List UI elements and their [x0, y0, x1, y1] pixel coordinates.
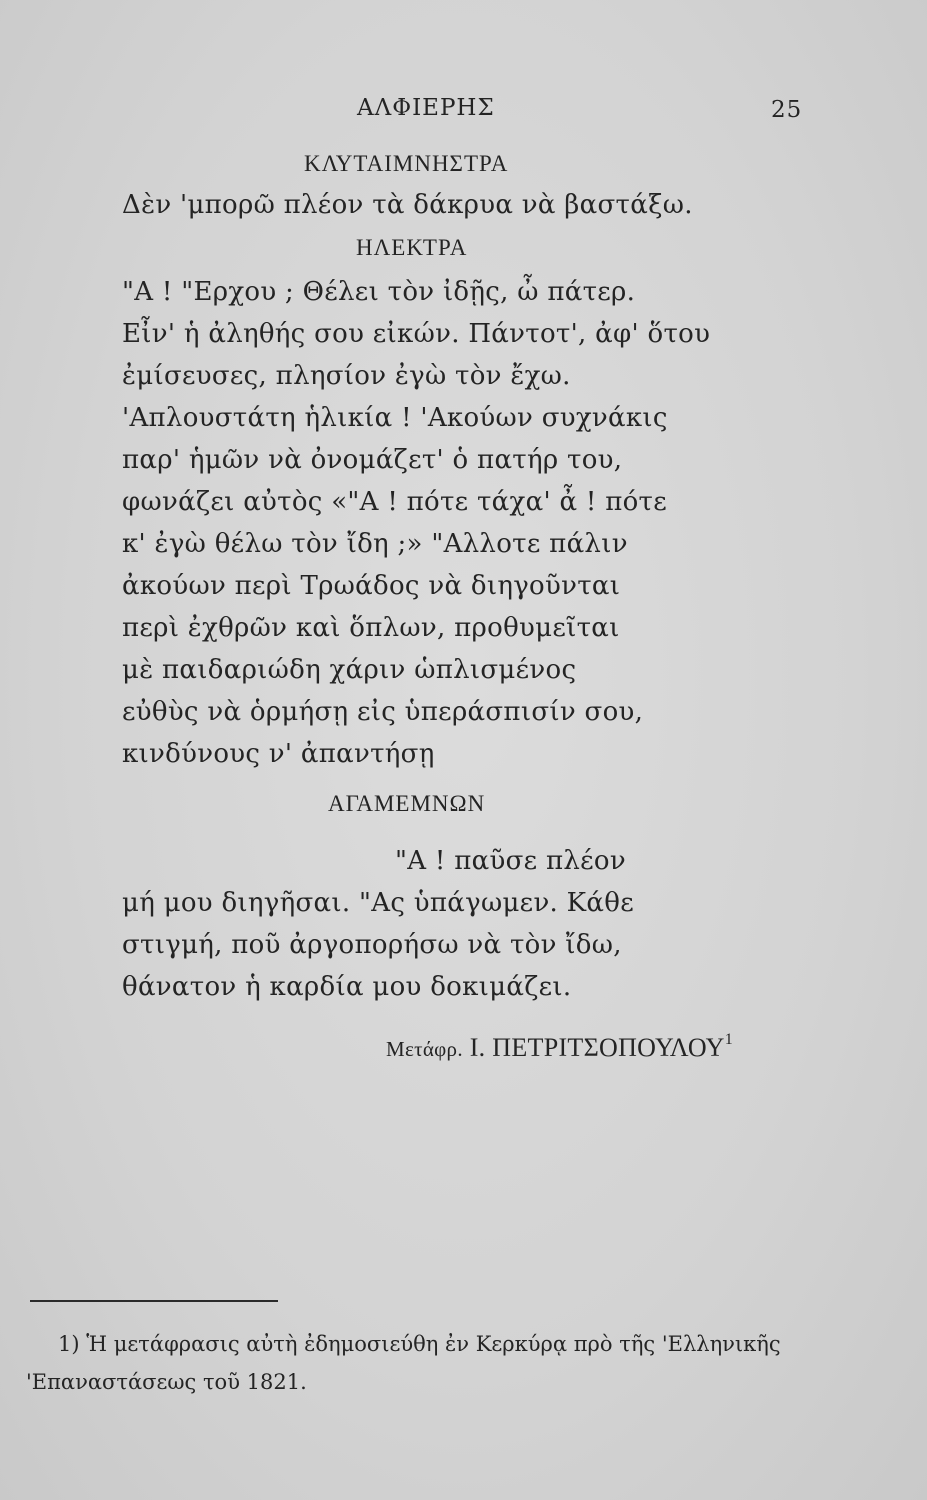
verse-line: στιγμή, ποῦ ἀργοπορήσω νὰ τὸν ἴδω, — [122, 930, 622, 960]
translator-signature — [386, 1024, 733, 1065]
verse-line: Δὲν 'μπορῶ πλέον τὰ δάκρυα νὰ βαστάξω. — [122, 190, 693, 220]
verse-line: μὲ παιδαριώδη χάριν ὡπλισμένος — [122, 655, 577, 685]
footnote-divider — [30, 1300, 278, 1302]
verse-line: "Α ! "Ερχου ; Θέλει τὸν ἰδῇς, ὦ πάτερ. — [122, 277, 636, 307]
verse-line: ἀκούων περὶ Τρωάδος νὰ διηγοῦνται — [122, 571, 621, 601]
verse-line: φωνάζει αὐτὸς «"Α ! πότε τάχα' ἆ ! πότε — [122, 487, 667, 517]
verse-line: 'Απλουστάτη ἡλικία ! 'Ακούων συχνάκις — [122, 403, 668, 433]
verse-line: Εἶν' ἡ ἀληθής σου εἰκών. Πάντοτ', ἀφ' ὅτου — [122, 319, 711, 349]
verse-line: κ' ἐγὼ θέλω τὸν ἴδη ;» "Αλλοτε πάλιν — [122, 529, 628, 559]
footnote-marker: 1 — [724, 1031, 734, 1048]
speaker-name: ΚΛΥΤΑΙΜΝΗΣΤΡΑ — [304, 151, 509, 176]
verse-line: θάνατον ἡ καρδία μου δοκιμάζει. — [122, 972, 572, 1002]
footnote-line: 'Επαναστάσεως τοῦ 1821. — [26, 1370, 307, 1394]
verse-line: "Α ! παῦσε πλέον — [395, 846, 626, 876]
running-title: ΑΛΦΙΕΡΗΣ — [357, 95, 495, 121]
footnote-line: 1) Ἡ μετάφρασις αὐτὴ ἐδημοσιεύθη ἐν Κερκύρᾳ πρὸ τῆς 'Ελληνικῆς — [58, 1332, 781, 1356]
speaker-name: ΑΓΑΜΕΜΝΩΝ — [328, 791, 486, 816]
verse-line: παρ' ἡμῶν νὰ ὀνομάζετ' ὁ πατήρ του, — [122, 445, 623, 475]
verse-line: κινδύνους ν' ἀπαντήσῃ — [122, 739, 435, 769]
translation-prefix: Μετάφρ. — [386, 1037, 463, 1061]
verse-line: περὶ ἐχθρῶν καὶ ὅπλων, προθυμεῖται — [122, 613, 620, 643]
page-number: 25 — [771, 97, 803, 123]
verse-line: εὐθὺς νὰ ὁρμήσῃ εἰς ὑπεράσπισίν σου, — [122, 697, 644, 727]
verse-line: ἐμίσευσες, πλησίον ἐγὼ τὸν ἔχω. — [122, 361, 571, 391]
verse-line: μή μου διηγῆσαι. "Ας ὑπάγωμεν. Κάθε — [122, 888, 634, 918]
speaker-name: ΗΛΕΚΤΡΑ — [356, 235, 468, 260]
translator-name: Ι. ΠΕΤΡΙΤΣΟΠΟΥΛΟΥ — [469, 1033, 725, 1062]
